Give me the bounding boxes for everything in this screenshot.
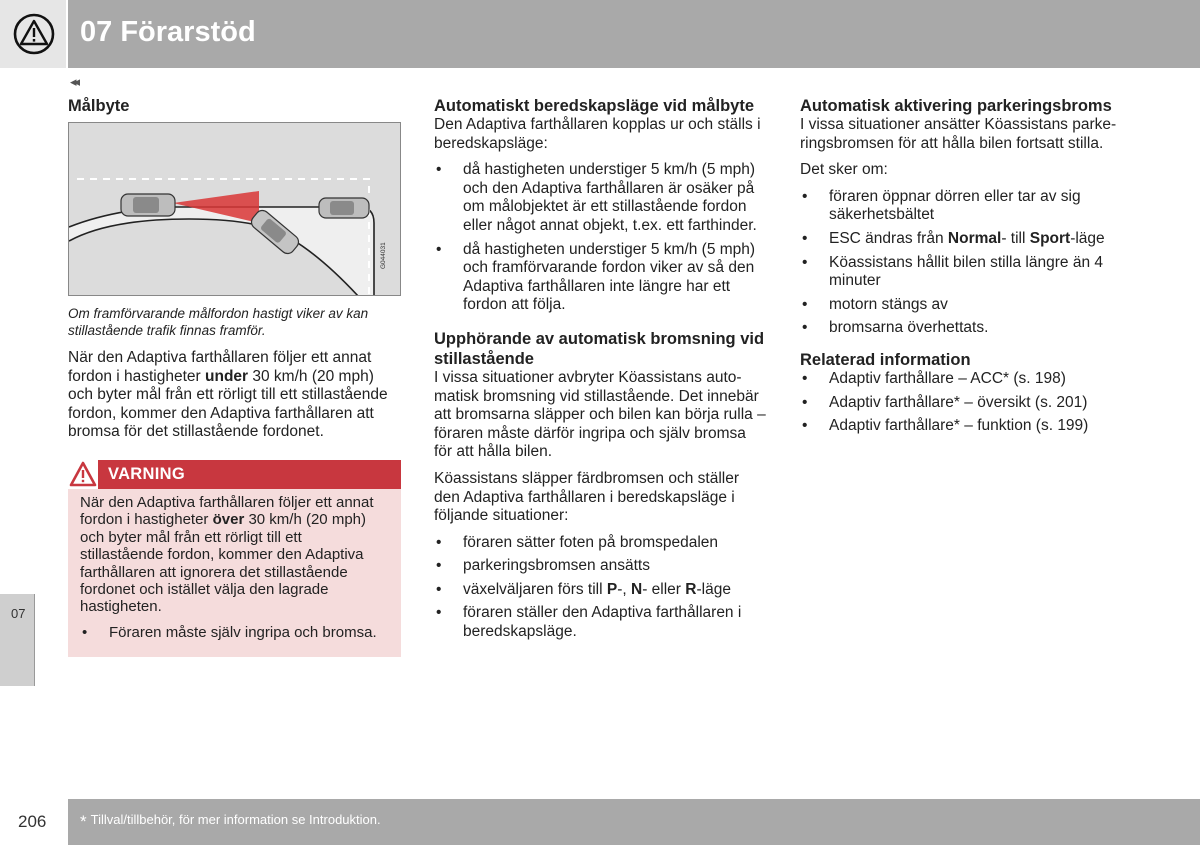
warning-triangle-icon — [68, 460, 98, 489]
previous-page-arrows[interactable]: ◂◂ — [70, 74, 78, 89]
chapter-title: 07 Förarstöd — [80, 16, 256, 48]
paragraph-malbyte: När den Adaptiva farthållaren följer ett annat fordon i hastigheter under 30 km/h (20 mph) och byter mål från ett rörligt till ett stillastående fordon, kommer den Adaptiva farthållaren att bromsa för det stillastående fordonet. — [68, 349, 388, 441]
warning-box — [68, 460, 401, 657]
list-item: • växelväljaren förs till P-, N- eller R-läge — [436, 580, 731, 598]
paragraph-beredskapslage: Den Adaptiva farthållaren kopplas ur och ställs i beredskapsläge: — [434, 116, 761, 152]
heading-automatiskt-beredskapslage: Automatiskt beredskapsläge vid målbyte — [434, 97, 755, 115]
column-3 — [800, 96, 1135, 444]
column-2 — [434, 96, 768, 650]
paragraph-koassistans: Köassistans släpper färdbromsen och ställer den Adaptiva farthållaren i beredskapsläge i följande situationer: — [434, 469, 739, 525]
paragraph-parkeringsbroms: I vissa situationer ansätter Köassistans parkeringsbromsen för att hålla bilen fortsatt stilla. — [800, 116, 1117, 152]
heading-malbyte: Målbyte — [68, 97, 130, 115]
warning-body — [68, 489, 401, 657]
list-item: • bromsarna överhettats. — [802, 319, 989, 337]
target-change-illustration — [68, 122, 401, 296]
column-1 — [68, 96, 401, 657]
list-item: • då hastigheten understiger 5 km/h (5 mph) och den Adaptiva farthållaren är osäker på om målobjektet är ett stillastående fordon eller något annat objekt, t.ex. ett farthinder. — [436, 161, 757, 234]
figure-caption: Om framförvarande målfordon hastigt viker av kan stillastående trafik finnas framför. — [68, 306, 369, 338]
own-car-icon — [121, 194, 175, 216]
stationary-car-icon — [319, 198, 369, 218]
list-item: • föraren sätter foten på bromspedalen — [436, 533, 719, 551]
list-item: • Föraren måste själv ingripa och bromsa. — [82, 623, 377, 641]
list-item: • ESC ändras från Normal- till Sport-läge — [802, 229, 1105, 247]
list-item: • föraren öppnar dörren eller tar av sig säkerhetsbältet — [802, 187, 1081, 224]
footnote: * Tillval/tillbehör, för mer information se Introduktion. — [80, 812, 381, 831]
warning-header — [68, 460, 401, 489]
figure-code-label: G044031 — [380, 242, 387, 269]
paragraph-det-sker-om: Det sker om: — [800, 161, 888, 179]
warning-text: När den Adaptiva farthållaren följer ett annat fordon i hastigheter över 30 km/h (20 mph) och byter mål från ett rörligt till ett stillastående fordon, kommer den Adaptiva farthållaren att ignorera det stillastående fordonet och istället välja den lagrade hastigheten. — [80, 493, 374, 616]
list-item: • motorn stängs av — [802, 295, 948, 313]
header-icon-box — [0, 0, 68, 68]
list-item: • då hastigheten understiger 5 km/h (5 mph) och framförvarande fordon viker av så den Adaptiva farthållaren inte längre har ett fordon att följa. — [436, 240, 756, 314]
list-item: • föraren ställer den Adaptiva farthållaren i beredskapsläge. — [436, 604, 742, 641]
list-item: • Köassistans hållit bilen stilla längre än 4 minuter — [802, 253, 1103, 290]
related-link-oversikt[interactable]: • Adaptiv farthållare* – översikt (s. 201) — [802, 393, 1088, 411]
page-number: 206 — [18, 812, 47, 831]
heading-automatisk-parkeringsbroms: Automatisk aktivering parkeringsbroms — [800, 97, 1112, 115]
heading-upphorande-bromsning: Upphörande av automatisk bromsning vid stillastående — [434, 329, 765, 368]
list-item: • parkeringsbromsen ansätts — [436, 557, 650, 575]
chapter-side-tab[interactable]: 07 — [0, 594, 35, 686]
heading-relaterad-information: Relaterad information — [800, 350, 971, 369]
paragraph-upphorande: I vissa situationer avbryter Köassistans automatisk bromsning vid stillastående. Det innebär att bromsarna släpper och bilen kan börja rulla – föraren måste därför ingripa och själv bromsa för att hålla bilen. — [434, 368, 766, 461]
related-link-acc[interactable]: • Adaptiv farthållare – ACC* (s. 198) — [802, 369, 1066, 387]
related-link-funktion[interactable]: • Adaptiv farthållare* – funktion (s. 199) — [802, 417, 1089, 435]
warning-title: VARNING — [108, 464, 185, 483]
warning-circle-icon — [13, 13, 55, 55]
